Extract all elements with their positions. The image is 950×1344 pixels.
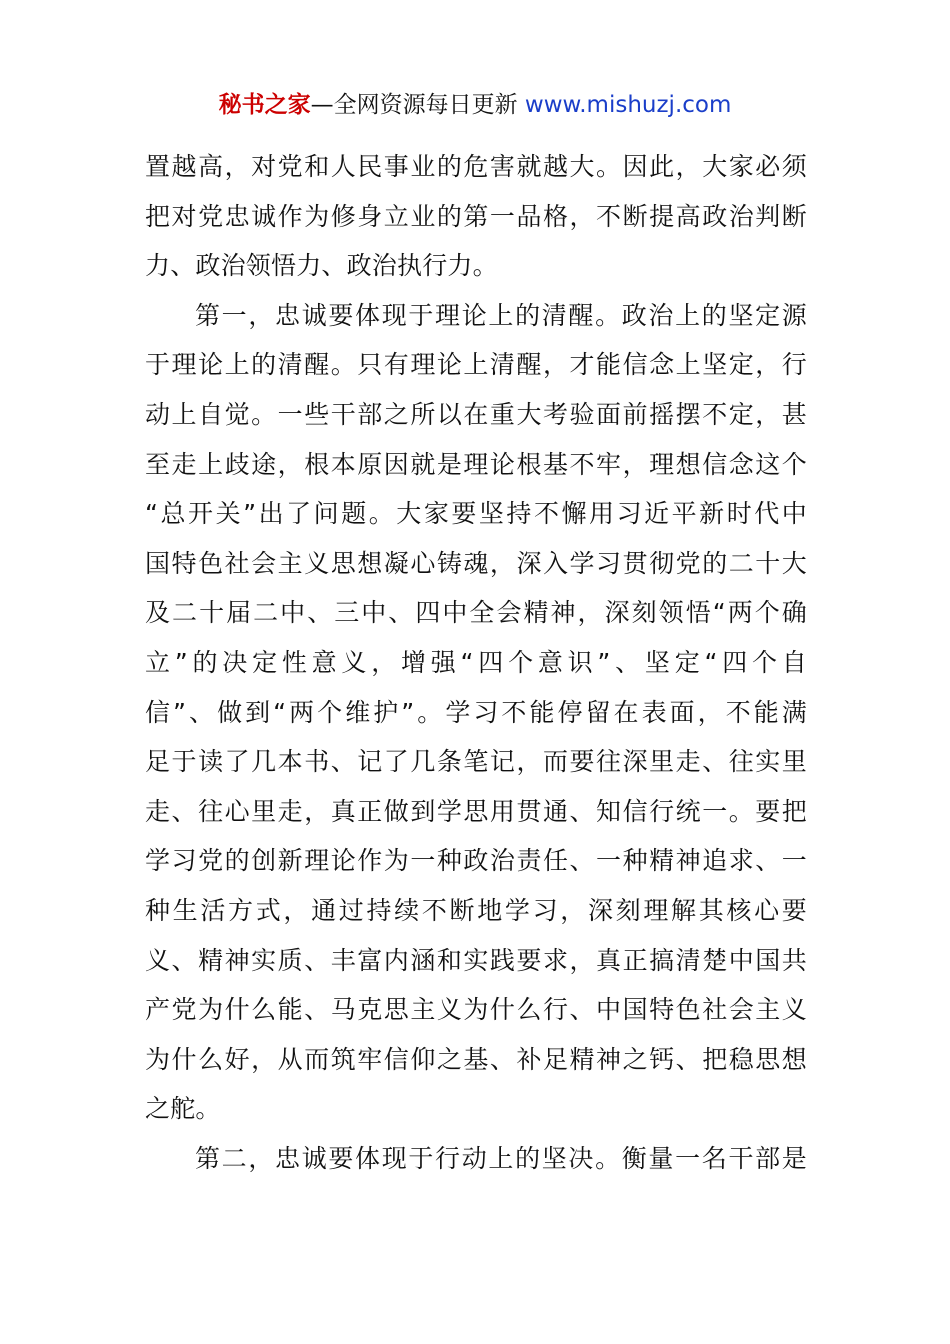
text-line: 立”的决定性意义，增强“四个意识”、坚定“四个自	[145, 647, 807, 677]
page-header	[0, 88, 950, 122]
text-line: 于理论上的清醒。只有理论上清醒，才能信念上坚定，行	[145, 350, 807, 380]
text-line: 学习党的创新理论作为一种政治责任、一种精神追求、一	[145, 846, 807, 876]
text-line: 为什么好，从而筑牢信仰之基、补足精神之钙、把稳思想	[145, 1044, 807, 1074]
text-line: 种生活方式，通过持续不断地学习，深刻理解其核心要	[145, 895, 807, 925]
text-line: 第一，忠诚要体现于理论上的清醒。政治上的坚定源	[195, 300, 807, 330]
text-line: 至走上歧途，根本原因就是理论根基不牢，理想信念这个	[145, 449, 807, 479]
text-line: “总开关”出了问题。大家要坚持不懈用习近平新时代中	[145, 499, 807, 529]
header-tagline: —全网资源每日更新	[310, 92, 525, 118]
text-line: 产党为什么能、马克思主义为什么行、中国特色社会主义	[145, 995, 807, 1025]
text-line: 国特色社会主义思想凝心铸魂，深入学习贯彻党的二十大	[145, 548, 807, 578]
text-line: 足于读了几本书、记了几条笔记，而要往深里走、往实里	[145, 747, 807, 777]
text-line: 力、政治领悟力、政治执行力。	[145, 251, 498, 281]
text-line: 义、精神实质、丰富内涵和实践要求，真正搞清楚中国共	[145, 945, 807, 975]
header-brand: 秘书之家	[218, 92, 311, 118]
text-line: 走、往心里走，真正做到学思用贯通、知信行统一。要把	[145, 796, 807, 826]
text-line: 信”、做到“两个维护”。学习不能停留在表面，不能满	[145, 697, 807, 727]
text-line: 第二，忠诚要体现于行动上的坚决。衡量一名干部是	[195, 1143, 807, 1173]
text-line: 把对党忠诚作为修身立业的第一品格，不断提高政治判断	[145, 201, 807, 231]
text-line: 置越高，对党和人民事业的危害就越大。因此，大家必须	[145, 152, 807, 181]
text-line: 及二十届二中、三中、四中全会精神，深刻领悟“两个确	[145, 598, 807, 628]
body-text	[145, 142, 807, 1183]
text-line: 动上自觉。一些干部之所以在重大考验面前摇摆不定，甚	[145, 399, 807, 429]
header-url-link[interactable]: www.mishuzj.com	[524, 92, 732, 118]
text-line: 之舵。	[145, 1094, 221, 1124]
